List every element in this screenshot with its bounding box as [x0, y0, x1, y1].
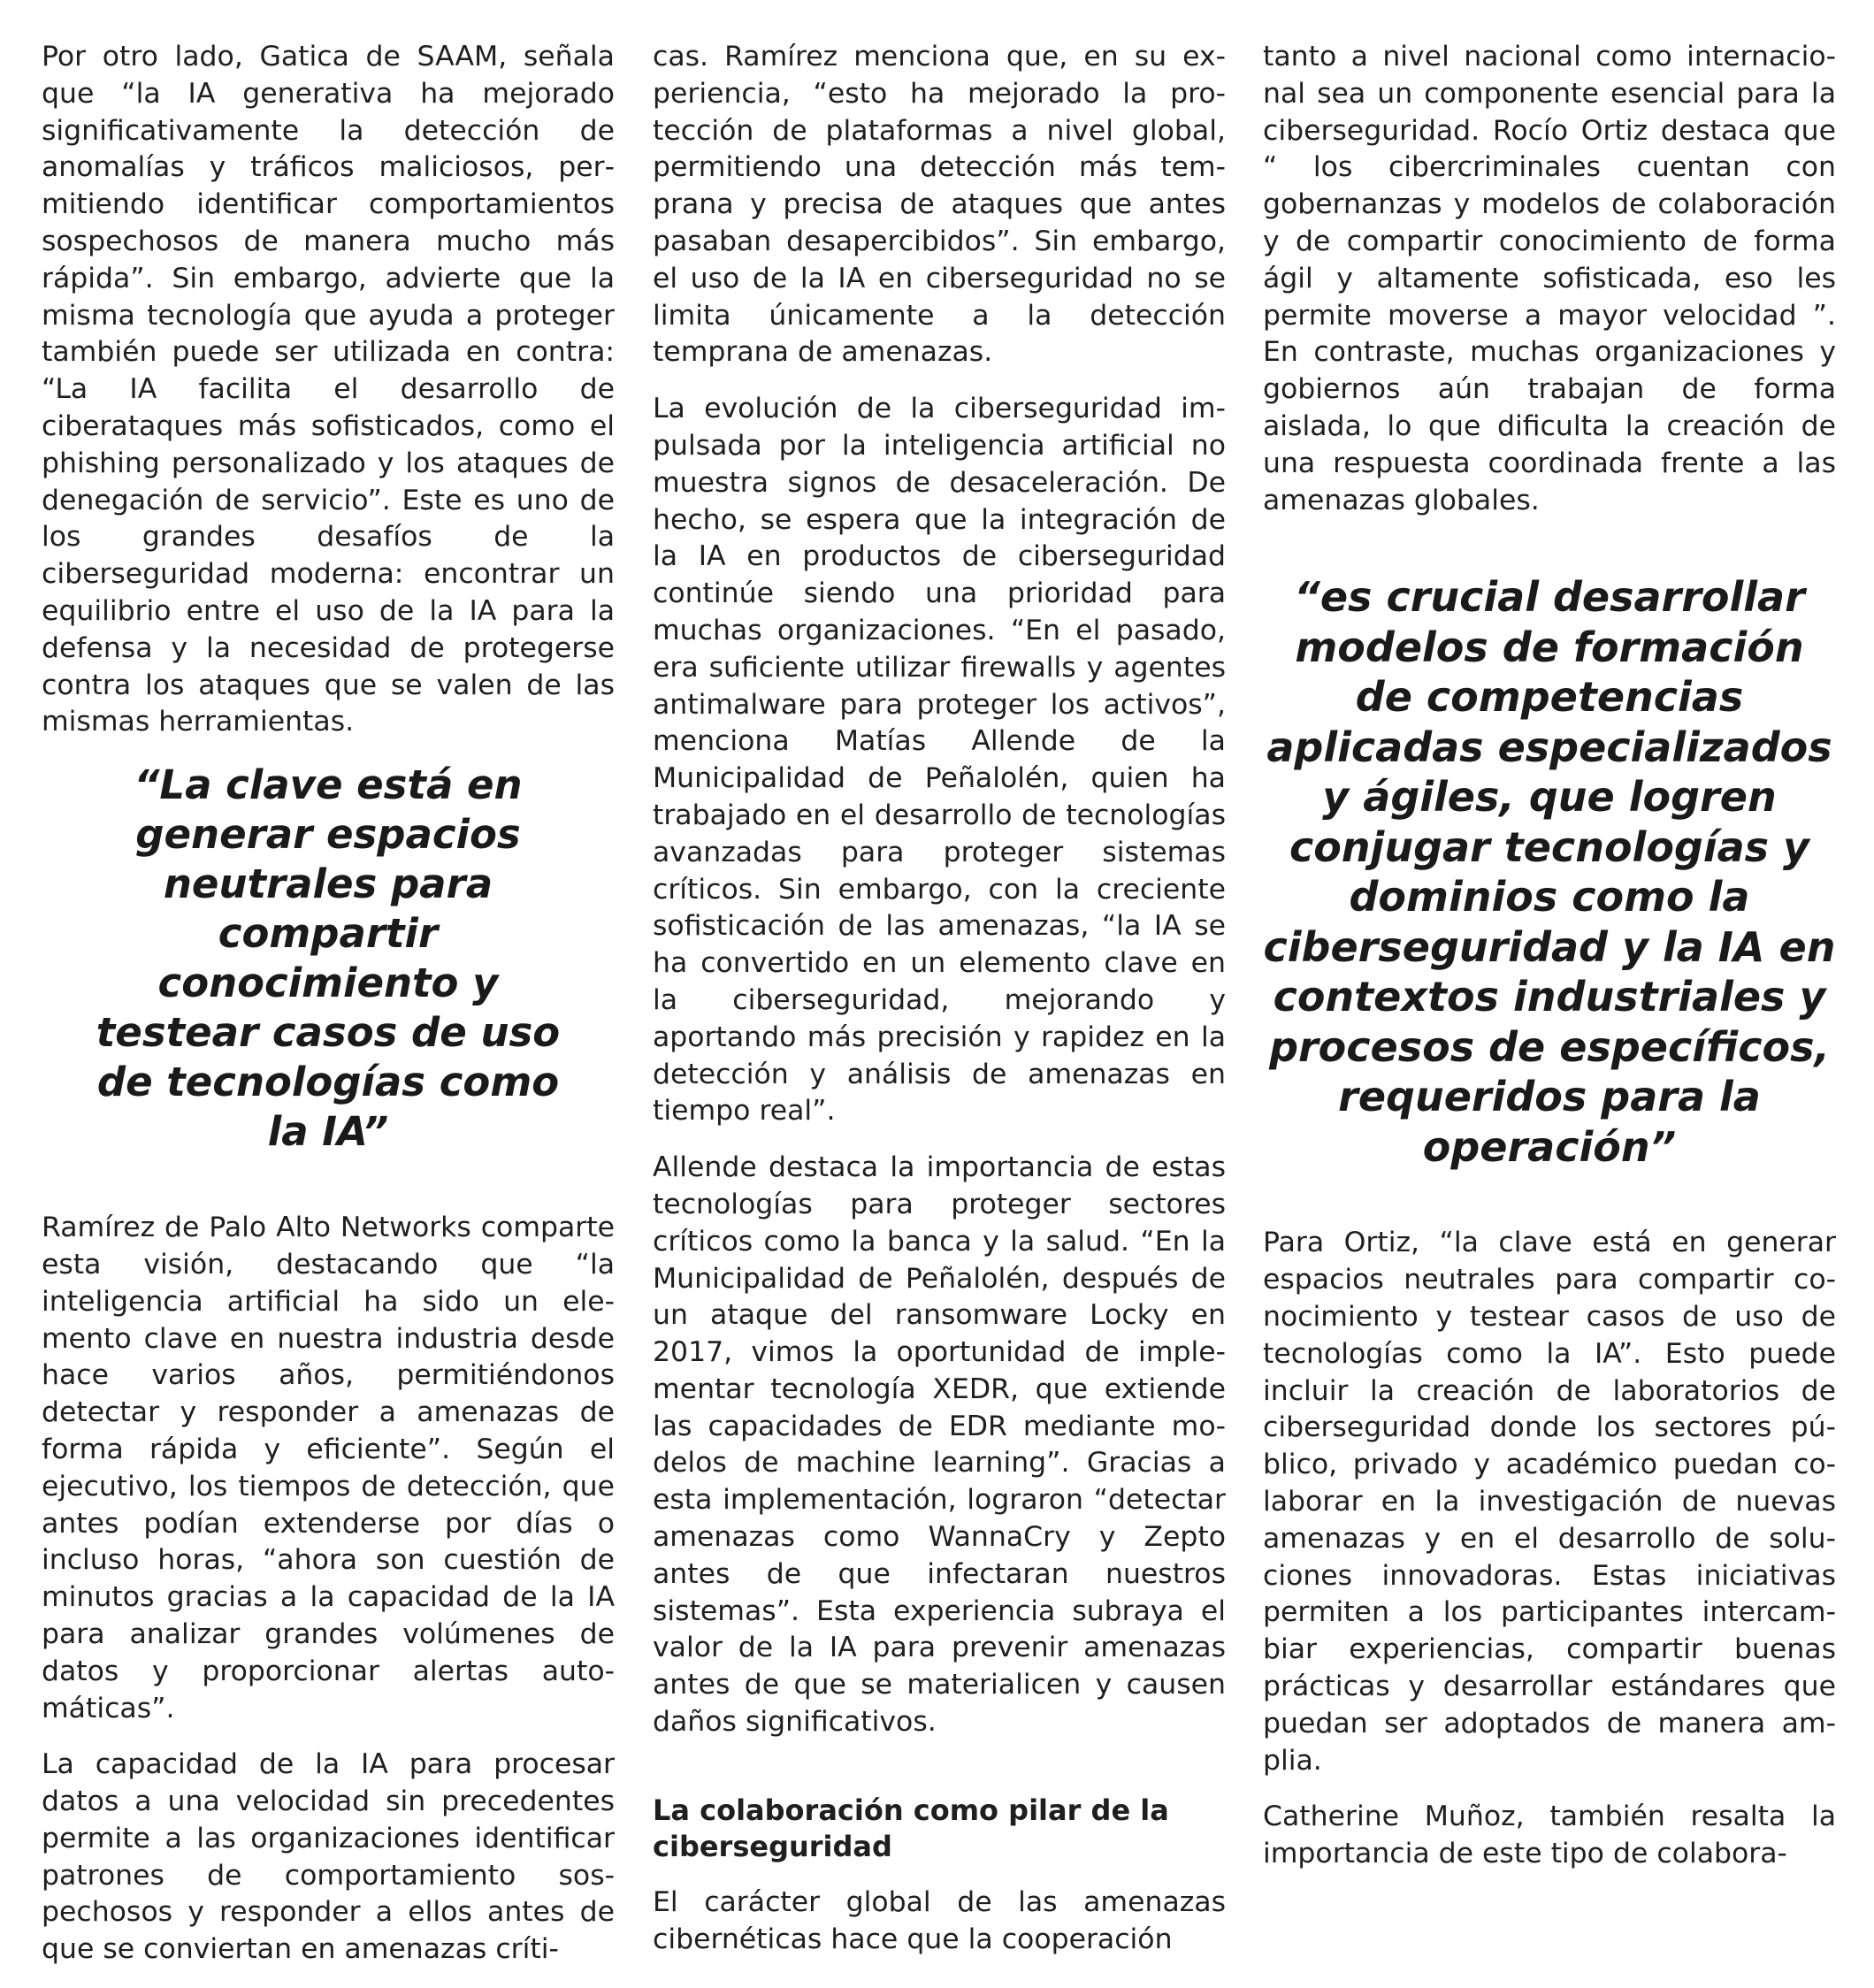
paragraph: Para Ortiz, “la clave está en generar espacios neutrales para compartir conocimiento y testear casos de uso de tecnologías como la IA”. Esto puede incluir la creación de laboratorios de ciberseguridad donde los sectores público, privado y académico puedan colaborar en la investigación de nuevas amenazas y en el desarrollo de soluciones innovadoras. Estas iniciativas permiten a los participantes intercambiar experiencias, compartir buenas prácticas y desarrollar estándares que puedan ser adoptados de manera amplia. [1263, 1227, 1836, 1777]
paragraph: Por otro lado, Gatica de SAAM, señala que “la IA generativa ha mejorado significativamente la detección de anomalías y tráficos maliciosos, permitiendo identificar comportamientos sospechosos de manera mucho más rápida”. Sin embargo, advierte que la misma tecnología que ayuda a proteger también puede ser utilizada en contra: “La IA facilita el desarrollo de ciberataques más sofisticados, como el phishing personalizado y los ataques de denegación de servicio”. Este es uno de los grandes desafíos de la ciberseguridad moderna: encontrar un equilibrio entre el uso de la IA para la defensa y la necesidad de protegerse contra los ataques que se valen de las mismas herramientas. [42, 41, 615, 738]
pull-quote: “La clave está en generar espacios neutrales para compartir conocimiento y testear casos de uso de tecnologías como la IA” [96, 761, 561, 1156]
paragraph: Catherine Muñoz, también resalta la importancia de este tipo de colabora- [1263, 1801, 1836, 1870]
section-heading: La colaboración como pilar de la ciberseguridad [653, 1793, 1169, 1863]
article-column-3 [1263, 39, 1836, 1892]
paragraph: tanto a nivel nacional como internacional sea un componente esencial para la ciberseguridad. Rocío Ortiz destaca que “ los cibercriminales cuentan con gobernanzas y modelos de colaboración y de compartir conocimiento de forma ágil y altamente sofisticada, eso les permite moverse a mayor velocidad ”. En contraste, muchas organizaciones y gobiernos aún trabajan de forma aislada, lo que dificulta la creación de una respuesta coordinada frente a las amenazas globales. [1263, 41, 1836, 516]
paragraph: El carácter global de las amenazas cibernéticas hace que la cooperación [653, 1885, 1226, 1955]
article-column-1 [42, 39, 615, 1988]
paragraph: Allende destaca la importancia de estas tecnologías para proteger sectores críticos como la banca y la salud. “En la Municipalidad de Peñalolén, después de un ataque del ransomware Locky en 2017, vimos la oportunidad de implementar tecnología XEDR, que extiende las capacidades de EDR mediante modelos de machine learning”. Gracias a esta implementación, lograron “detectar amenazas como WannaCry y Zepto antes de que infectaran nuestros sistemas”. Esta experiencia subraya el valor de la IA para prevenir amenazas antes de que se materialicen y causen daños significativos. [653, 1151, 1226, 1739]
pull-quote: “es crucial desarrollar modelos de formación de competencias aplicadas especializados y ágiles, que logren conjugar tecnologías y dominios como la ciberseguridad y la IA en contextos industriales y procesos de específicos, requeridos para la operación” [1263, 573, 1836, 1171]
article-column-2 [653, 39, 1226, 1977]
paragraph: La evolución de la ciberseguridad impulsada por la inteligencia artificial no muestra signos de desaceleración. De hecho, se espera que la integración de la IA en productos de ciberseguridad continúe siendo una prioridad para muchas organizaciones. “En el pasado, era suficiente utilizar firewalls y agentes antimalware para proteger los activos”, menciona Matías Allende de la Municipalidad de Peñalolén, quien ha trabajado en el desarrollo de tecnologías avanzadas para proteger sistemas críticos. Sin embargo, con la creciente sofisticación de las amenazas, “la IA se ha convertido en un elemento clave en la ciberseguridad, mejorando y aportando más precisión y rapidez en la detección y análisis de amenazas en tiempo real”. [653, 393, 1226, 1128]
paragraph: Ramírez de Palo Alto Networks comparte esta visión, destacando que “la inteligencia artificial ha sido un elemento clave en nuestra industria desde hace varios años, permitiéndonos detectar y responder a amenazas de forma rápida y eficiente”. Según el ejecutivo, los tiempos de detección, que antes podían extenderse por días o incluso horas, “ahora son cuestión de minutos gracias a la capacidad de la IA para analizar grandes volúmenes de datos y proporcionar alertas automáticas”. [42, 1212, 615, 1724]
paragraph: La capacidad de la IA para procesar datos a una velocidad sin precedentes permite a las organizaciones identificar patrones de comportamiento sospechosos y responder a ellos antes de que se conviertan en amenazas críti- [42, 1748, 615, 1966]
paragraph: cas. Ramírez menciona que, en su experiencia, “esto ha mejorado la protección de plataformas a nivel global, permitiendo una detección más temprana y precisa de ataques que antes pasaban desapercibidos”. Sin embargo, el uso de la IA en ciberseguridad no se limita únicamente a la detección temprana de amenazas. [653, 41, 1226, 369]
